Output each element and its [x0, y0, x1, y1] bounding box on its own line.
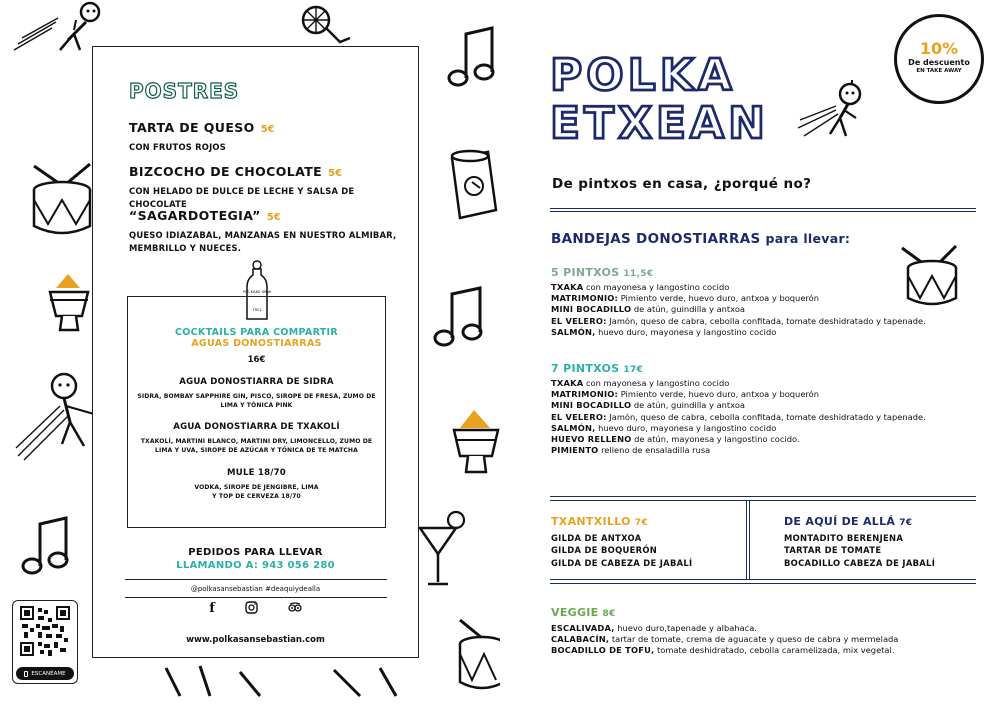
dessert-name: BIZCOCHO DE CHOCOLATE — [129, 164, 323, 179]
de-aqui-de-alla-section — [784, 515, 935, 569]
list-item: MINI BOCADILLO de atún, guindilla y antxoa — [551, 400, 745, 411]
dessert-item — [129, 205, 399, 255]
cocktail-description: TXAKOLÍ, MARTINI BLANCO, MARTINI DRY, LIMONCELLO, ZUMO DE LIMA Y UVA, SIROPE DE AZÚCAR Y TÓNICA DE TE MATCHA — [140, 438, 373, 455]
list-item: GILDA DE ANTXOA — [551, 533, 642, 543]
music-note-icon — [446, 24, 498, 90]
bandejas-title — [551, 231, 850, 247]
bandejas-subheading: para llevar: — [765, 231, 851, 246]
phone-number[interactable]: LLAMANDO A: 943 056 280 — [176, 560, 335, 571]
cocktails-box — [127, 296, 386, 528]
section-heading — [551, 362, 926, 375]
website-link[interactable]: www.polkasansebastian.com — [186, 635, 325, 645]
divider — [550, 208, 976, 212]
section-heading — [784, 515, 935, 528]
social-handle: @polkasansebastian #deaquiydealla — [190, 585, 321, 593]
dessert-price: 5€ — [328, 168, 343, 179]
bowl-icon — [44, 270, 94, 336]
cocktail-glass-icon — [416, 508, 468, 590]
drum-icon — [456, 614, 500, 694]
qr-code[interactable] — [12, 600, 78, 684]
section-heading — [551, 266, 926, 279]
dessert-name: TARTA DE QUESO — [129, 120, 255, 135]
list-item: MATRIMONIO: Pimiento verde, huevo duro, antxoa y boquerón — [551, 389, 819, 400]
list-item: EL VELERO: Jamón, queso de cabra, cebolla confitada, tomate deshidratado y tapenade. — [551, 411, 926, 422]
section-title: DE AQUÍ DE ALLÁ — [784, 515, 896, 528]
music-note-icon — [432, 284, 488, 350]
item-list — [551, 378, 926, 456]
tripadvisor-icon[interactable] — [288, 601, 302, 614]
section-price: 7€ — [899, 518, 913, 528]
section-price: 17€ — [623, 365, 644, 375]
list-item: TARTAR DE TOMATE — [784, 545, 882, 556]
cocktail-name: AGUA DONOSTIARRA DE TXAKOLÍ — [173, 422, 340, 433]
dancer-icon — [12, 0, 102, 60]
cocktails-title: COCKTAILS PARA COMPARTIR — [175, 327, 338, 338]
item-list — [551, 532, 692, 569]
phone-icon — [24, 671, 28, 677]
list-item: EL VELERO: Jamón, queso de cabra, cebolla confitada, tomate deshidratado y tapenade. — [551, 315, 926, 326]
dessert-description: CON FRUTOS ROJOS — [129, 142, 226, 152]
cocktail-description: VODKA, SIROPE DE JENGIBRE, LIMA Y TOP DE CERVEZA 18/70 — [194, 483, 319, 500]
veggie-section — [551, 606, 898, 657]
divider — [125, 597, 387, 598]
drum-icon — [30, 160, 94, 240]
scan-button[interactable] — [16, 667, 74, 680]
list-item: MINI BOCADILLO de atún, guindilla y antxoa — [551, 304, 745, 315]
section-title: 7 PINTXOS — [551, 362, 620, 375]
bottle-volume: 75CL — [252, 307, 262, 312]
bowl-icon — [452, 400, 500, 480]
dancer-icon — [796, 78, 866, 148]
section-title: VEGGIE — [551, 606, 599, 619]
brand-line-1: POLKA — [550, 50, 736, 101]
cocktails-subtitle: AGUAS DONOSTIARRAS — [191, 338, 322, 349]
section-title: 5 PINTXOS — [551, 266, 620, 279]
cocktail-name: MULE 18/70 — [227, 467, 286, 478]
divider — [125, 579, 387, 580]
drumsticks-icon — [330, 662, 410, 702]
item-list — [784, 532, 935, 569]
section-heading — [551, 606, 898, 619]
list-item: HUEVO RELLENO de atún, mayonesa y langostino cocido. — [551, 434, 800, 445]
section-heading — [551, 515, 692, 528]
right-panel — [500, 0, 1000, 708]
item-list — [551, 623, 898, 657]
list-item: SALMÓN, huevo duro, mayonesa y langostino cocido — [551, 326, 777, 337]
dessert-price: 5€ — [260, 124, 275, 135]
list-item: CALABACÍN, tartar de tomate, crema de aguacate y queso de cabra y mermelada — [551, 634, 899, 645]
list-item: GILDA DE CABEZA DE JABALÍ — [551, 557, 693, 568]
discount-sublabel: EN TAKE AWAY — [916, 68, 962, 74]
list-item: ESCALIVADA, huevo duro,tapenade y albahaca. — [551, 623, 757, 633]
list-item: GILDA DE BOQUERÓN — [551, 545, 658, 556]
section-price: 11,5€ — [623, 269, 654, 279]
dessert-item — [129, 117, 399, 154]
orders-title: PEDIDOS PARA LLEVAR — [188, 547, 323, 558]
cocktail-name: AGUA DONOSTIARRA DE SIDRA — [179, 377, 334, 387]
seven-pintxos-section — [551, 362, 926, 456]
facebook-icon[interactable]: f — [209, 601, 215, 616]
instagram-icon[interactable] — [245, 601, 258, 614]
item-list — [551, 282, 926, 338]
list-item: TXAKA con mayonesa y langostino cocido — [551, 282, 730, 292]
lemon-figure-icon — [296, 2, 352, 48]
section-title: TXANTXILLO — [551, 515, 631, 528]
small-plates-row — [550, 496, 976, 584]
dessert-description: QUESO IDIAZABAL, MANZANAS EN NUESTRO ALMIBAR, MEMBRILLO Y NUECES. — [129, 230, 397, 254]
five-pintxos-section — [551, 266, 926, 338]
divider — [746, 500, 750, 580]
bottle-label: POL KAXO URAK — [243, 290, 271, 294]
list-item: PIMIENTO relleno de ensaladilla rusa — [551, 445, 711, 456]
section-price: 7€ — [634, 518, 648, 528]
drumsticks-icon — [160, 662, 280, 702]
txantxillo-section — [551, 515, 692, 569]
brand-title — [550, 52, 769, 148]
dessert-price: 5€ — [266, 212, 281, 223]
cocktail-description: SIDRA, BOMBAY SAPPHIRE GIN, PISCO, SIROPE DE FRESA, ZUMO DE LIMA Y TÓNICA PINK — [137, 393, 376, 410]
list-item: MONTADITO BERENJENA — [784, 533, 904, 543]
dessert-item — [129, 161, 399, 211]
dessert-menu-card — [92, 46, 419, 658]
dessert-name: “SAGARDOTEGIA” — [129, 208, 261, 223]
brand-line-2: ETXEAN — [550, 98, 769, 149]
postres-title: POSTRES — [129, 79, 240, 103]
list-item: BOCADILLO CABEZA DE JABALÍ — [784, 557, 936, 568]
cocktails-price: 16€ — [247, 355, 266, 365]
dancer-icon — [14, 370, 98, 466]
list-item: MATRIMONIO: Pimiento verde, huevo duro, antxoa y boquerón — [551, 293, 819, 304]
dessert-description: CON HELADO DE DULCE DE LECHE Y SALSA DE CHOCOLATE — [129, 186, 355, 210]
can-icon — [446, 148, 500, 222]
tagline: De pintxos en casa, ¿porqué no? — [552, 176, 812, 192]
qr-code-icon — [20, 606, 70, 656]
list-item: SALMÓN, huevo duro, mayonesa y langostino cocido — [551, 422, 777, 433]
scan-label: ESCANÉAME — [31, 670, 66, 677]
discount-label: De descuento — [908, 58, 970, 67]
list-item: TXAKA con mayonesa y langostino cocido — [551, 378, 730, 388]
discount-percentage: 10% — [919, 39, 959, 58]
discount-badge — [894, 14, 984, 104]
orders-block — [93, 547, 418, 571]
section-price: 8€ — [602, 609, 616, 619]
list-item: BOCADILLO DE TOFU, tomate deshidratado, cebolla caramelizada, mix vegetal. — [551, 645, 895, 656]
bandejas-heading: BANDEJAS DONOSTIARRAS — [551, 231, 761, 247]
social-icons — [93, 601, 418, 616]
music-note-icon — [20, 514, 72, 578]
